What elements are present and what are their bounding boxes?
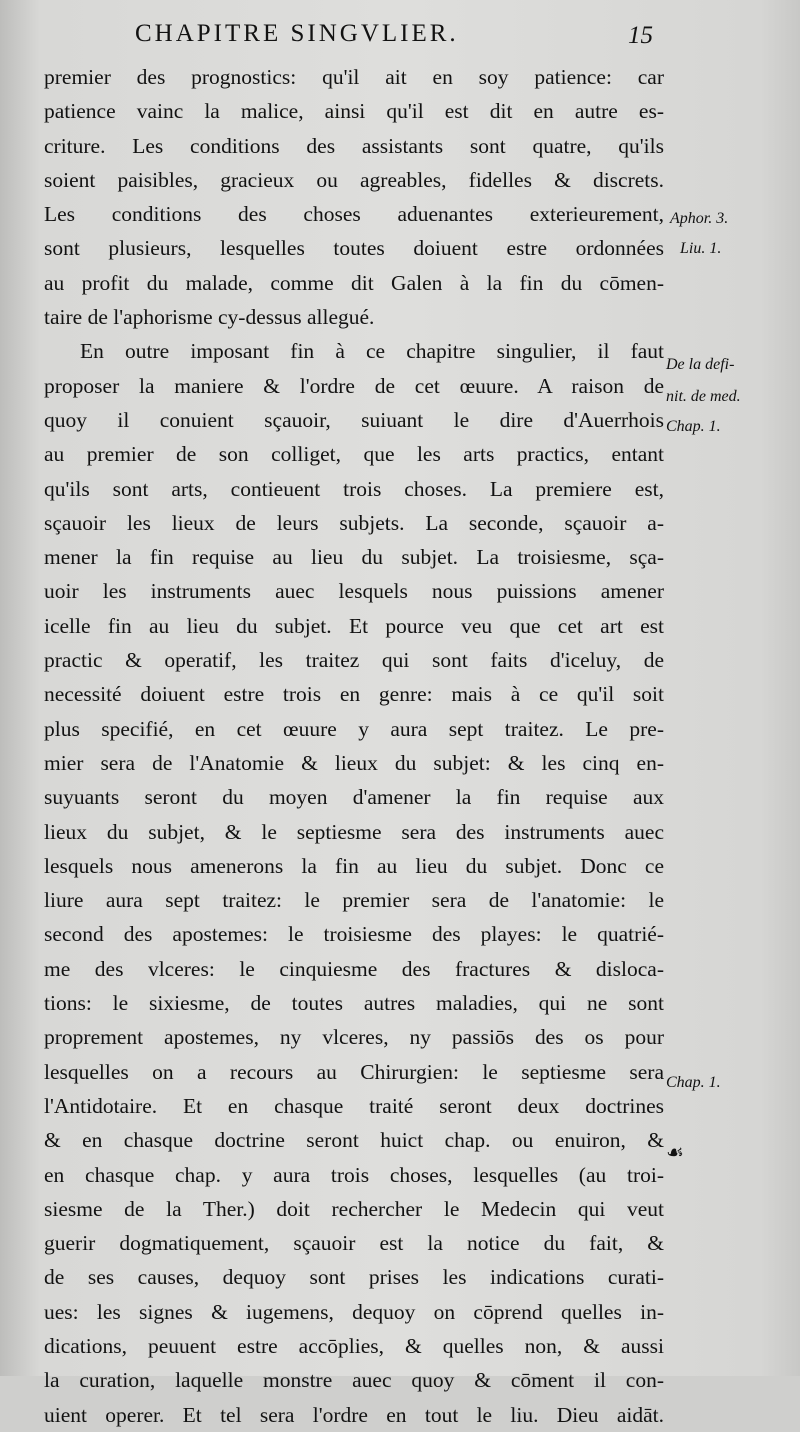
text-line: de ses causes, dequoy sont prises les indications curati- — [44, 1265, 664, 1290]
text-line: la curation, laquelle monstre auec quoy & cōment il con- — [44, 1368, 664, 1393]
marginal-note-chap-lower: Chap. 1. — [666, 1074, 721, 1091]
text-line: ues: les signes & iugemens, dequoy on cōprend quelles in- — [44, 1299, 664, 1324]
text-line: liure aura sept traitez: le premier sera de l'anatomie: le — [44, 888, 664, 913]
text-line: lesquels nous amenerons la fin au lieu du subjet. Donc ce — [44, 853, 664, 878]
text-line: guerir dogmatiquement, sçauoir est la notice du fait, & — [44, 1231, 664, 1256]
text-line: plus specifié, en cet œuure y aura sept traitez. Le pre- — [44, 716, 664, 741]
text-line: sçauoir les lieux de leurs subjets. La seconde, sçauoir a- — [44, 510, 664, 535]
marginal-note-chap: Chap. 1. — [666, 418, 721, 435]
text-line: au premier de son colliget, que les arts practics, entant — [44, 442, 664, 467]
printers-ornament: ☙ — [666, 1140, 684, 1164]
page-number: 15 — [628, 22, 653, 49]
text-line: Les conditions des choses aduenantes exterieurement, — [44, 202, 664, 227]
text-line: En outre imposant fin à ce chapitre singulier, il faut — [80, 339, 664, 364]
text-line: au profit du malade, comme dit Galen à la fin du cōmen- — [44, 270, 664, 295]
text-line: lieux du subjet, & le septiesme sera des instruments auec — [44, 819, 664, 844]
text-line: uoir les instruments auec lesquels nous puissions amener — [44, 579, 664, 604]
text-line: me des vlceres: le cinquiesme des fractures & disloca- — [44, 956, 664, 981]
text-line: practic & operatif, les traitez qui sont faits d'iceluy, de — [44, 648, 664, 673]
running-title: CHAPITRE SINGVLIER. — [135, 20, 459, 47]
text-line: mier sera de l'Anatomie & lieux du subjet: & les cinq en- — [44, 750, 664, 775]
text-line: l'Antidotaire. Et en chasque traité seront deux doctrines — [44, 1093, 664, 1118]
text-line: second des apostemes: le troisiesme des playes: le quatrié- — [44, 922, 664, 947]
text-line: criture. Les conditions des assistants sont quatre, qu'ils — [44, 133, 664, 158]
text-line: taire de l'aphorisme cy-dessus allegué. — [44, 305, 375, 330]
text-line: soient paisibles, gracieux ou agreables, fidelles & discrets. — [44, 167, 664, 192]
running-head — [0, 14, 800, 54]
text-line: sont plusieurs, lesquelles toutes doiuent estre ordonnées — [44, 236, 664, 261]
text-line: uient operer. Et tel sera l'ordre en tout le liu. Dieu aidāt. — [44, 1402, 664, 1427]
marginal-note-aphor: Aphor. 3. — [670, 210, 729, 227]
text-line: quoy il conuient sçauoir, suiuant le dire d'Auerrhois — [44, 407, 664, 432]
marginal-note-definition: De la defi- — [666, 356, 735, 373]
text-line: proposer la maniere & l'ordre de cet œuure. A raison de — [44, 373, 664, 398]
text-line: icelle fin au lieu du subjet. Et pource veu que cet art est — [44, 613, 664, 638]
text-line: proprement apostemes, ny vlceres, ny passiōs des os pour — [44, 1025, 664, 1050]
text-line: en chasque chap. y aura trois choses, lesquelles (au troi- — [44, 1162, 664, 1187]
text-line: siesme de la Ther.) doit rechercher le Medecin qui veut — [44, 1196, 664, 1221]
text-line: necessité doiuent estre trois en genre: mais à ce qu'il soit — [44, 682, 664, 707]
text-line: suyuants seront du moyen d'amener la fin requise aux — [44, 785, 664, 810]
text-line: tions: le sixiesme, de toutes autres maladies, qui ne sont — [44, 991, 664, 1016]
marginal-note-definition-cont: nit. de med. — [666, 388, 741, 405]
marginal-note-liu: Liu. 1. — [680, 240, 722, 257]
text-line: qu'ils sont arts, contieuent trois choses. La premiere est, — [44, 476, 664, 501]
text-line: patience vainc la malice, ainsi qu'il est dit en autre es- — [44, 99, 664, 124]
text-line: & en chasque doctrine seront huict chap. ou enuiron, & — [44, 1128, 664, 1153]
text-line: dications, peuuent estre accōplies, & quelles non, & aussi — [44, 1333, 664, 1358]
body-text — [44, 60, 664, 1432]
text-line: mener la fin requise au lieu du subjet. La troisiesme, sça- — [44, 545, 664, 570]
text-line: premier des prognostics: qu'il ait en soy patience: car — [44, 65, 664, 89]
text-line: lesquelles on a recours au Chirurgien: le septiesme sera — [44, 1059, 664, 1084]
